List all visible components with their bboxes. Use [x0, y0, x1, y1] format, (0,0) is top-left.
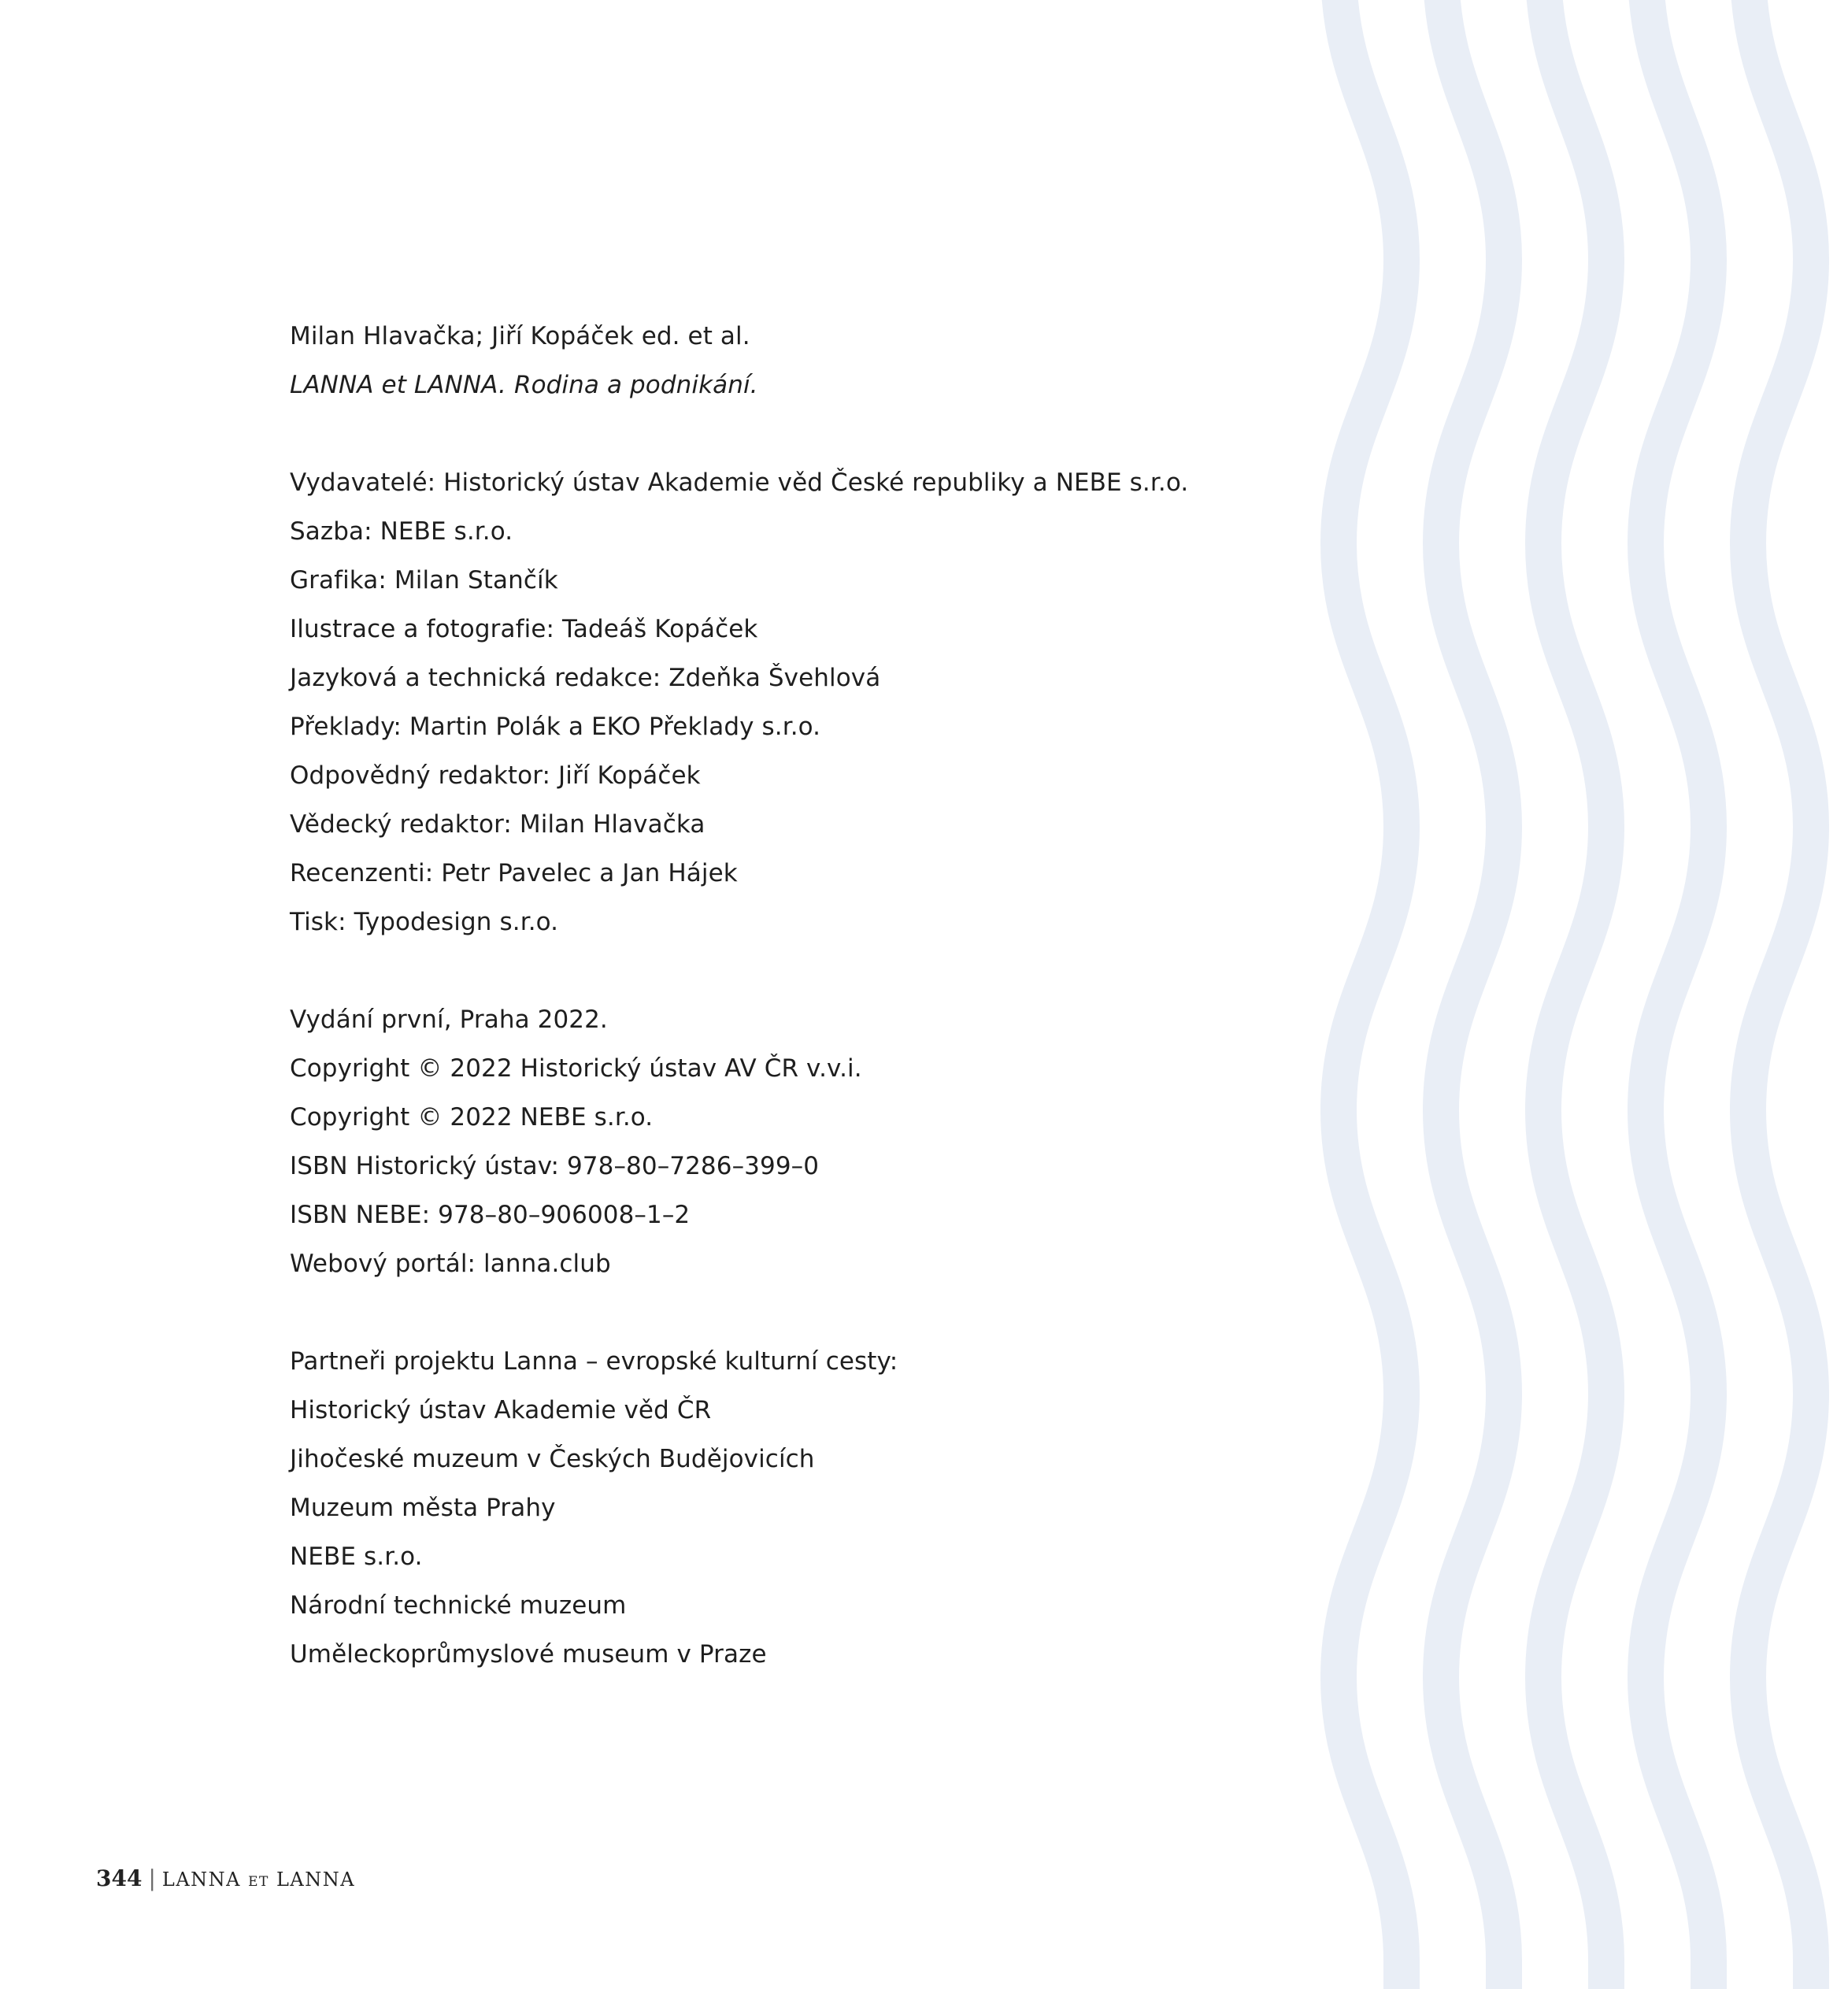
print-line: Tisk: Typodesign s.r.o.: [290, 908, 559, 936]
authors-line: Milan Hlavačka; Jiří Kopáček ed. et al.: [290, 322, 750, 350]
wave-line-1: [1339, 0, 1402, 1989]
partner-item: Jihočeské muzeum v Českých Budějovicích: [290, 1445, 815, 1473]
responsible-editor-line: Odpovědný redaktor: Jiří Kopáček: [290, 761, 701, 790]
wave-line-5: [1748, 0, 1811, 1989]
partner-item: Uměleckoprůmyslové museum v Praze: [290, 1640, 767, 1669]
footer-separator: |: [148, 1865, 156, 1891]
scientific-editor-line: Vědecký redaktor: Milan Hlavačka: [290, 810, 705, 839]
isbn-nebe-line: ISBN NEBE: 978–80–906008–1–2: [290, 1201, 691, 1229]
spacer: [290, 1288, 1235, 1337]
page-footer: [96, 1863, 355, 1895]
decorative-waves: [1291, 0, 1848, 1989]
typesetting-line: Sazba: NEBE s.r.o.: [290, 517, 513, 546]
copyright-line-nebe: Copyright © 2022 NEBE s.r.o.: [290, 1103, 654, 1132]
publisher-line: Vydavatelé: Historický ústav Akademie věd České republiky a NEBE s.r.o.: [290, 469, 1189, 497]
running-title: LANNA et LANNA: [161, 1869, 356, 1891]
wave-line-4: [1646, 0, 1709, 1989]
wave-line-2: [1441, 0, 1504, 1989]
partners-list: [290, 1337, 1235, 1679]
edition-info: [290, 995, 1235, 1288]
spacer: [290, 409, 1235, 458]
wave-line-3: [1543, 0, 1606, 1989]
isbn-institute-line: ISBN Historický ústav: 978–80–7286–399–0: [290, 1152, 820, 1180]
editing-line: Jazyková a technická redakce: Zdeňka Švehlová: [290, 664, 881, 692]
partner-item: NEBE s.r.o.: [290, 1543, 423, 1571]
partner-item: Muzeum města Prahy: [290, 1494, 556, 1522]
translations-line: Překlady: Martin Polák a EKO Překlady s.r.o.: [290, 713, 821, 741]
spacer: [290, 946, 1235, 995]
imprint-text: [290, 312, 1235, 1679]
partner-item: Historický ústav Akademie věd ČR: [290, 1396, 712, 1424]
graphics-line: Grafika: Milan Stančík: [290, 566, 558, 594]
staff-credits: [290, 458, 1235, 946]
copyright-line-institute: Copyright © 2022 Historický ústav AV ČR v.v.i.: [290, 1054, 862, 1083]
book-title-line: LANNA et LANNA. Rodina a podnikání.: [290, 371, 758, 399]
reviewers-line: Recenzenti: Petr Pavelec a Jan Hájek: [290, 859, 738, 887]
illustrations-line: Ilustrace a fotografie: Tadeáš Kopáček: [290, 615, 758, 643]
partners-heading: Partneři projektu Lanna – evropské kulturní cesty:: [290, 1347, 898, 1376]
web-portal-line: Webový portál: lanna.club: [290, 1250, 611, 1278]
page-number: 344: [96, 1865, 143, 1891]
edition-line: Vydání první, Praha 2022.: [290, 1006, 608, 1034]
partner-item: Národní technické muzeum: [290, 1591, 627, 1620]
